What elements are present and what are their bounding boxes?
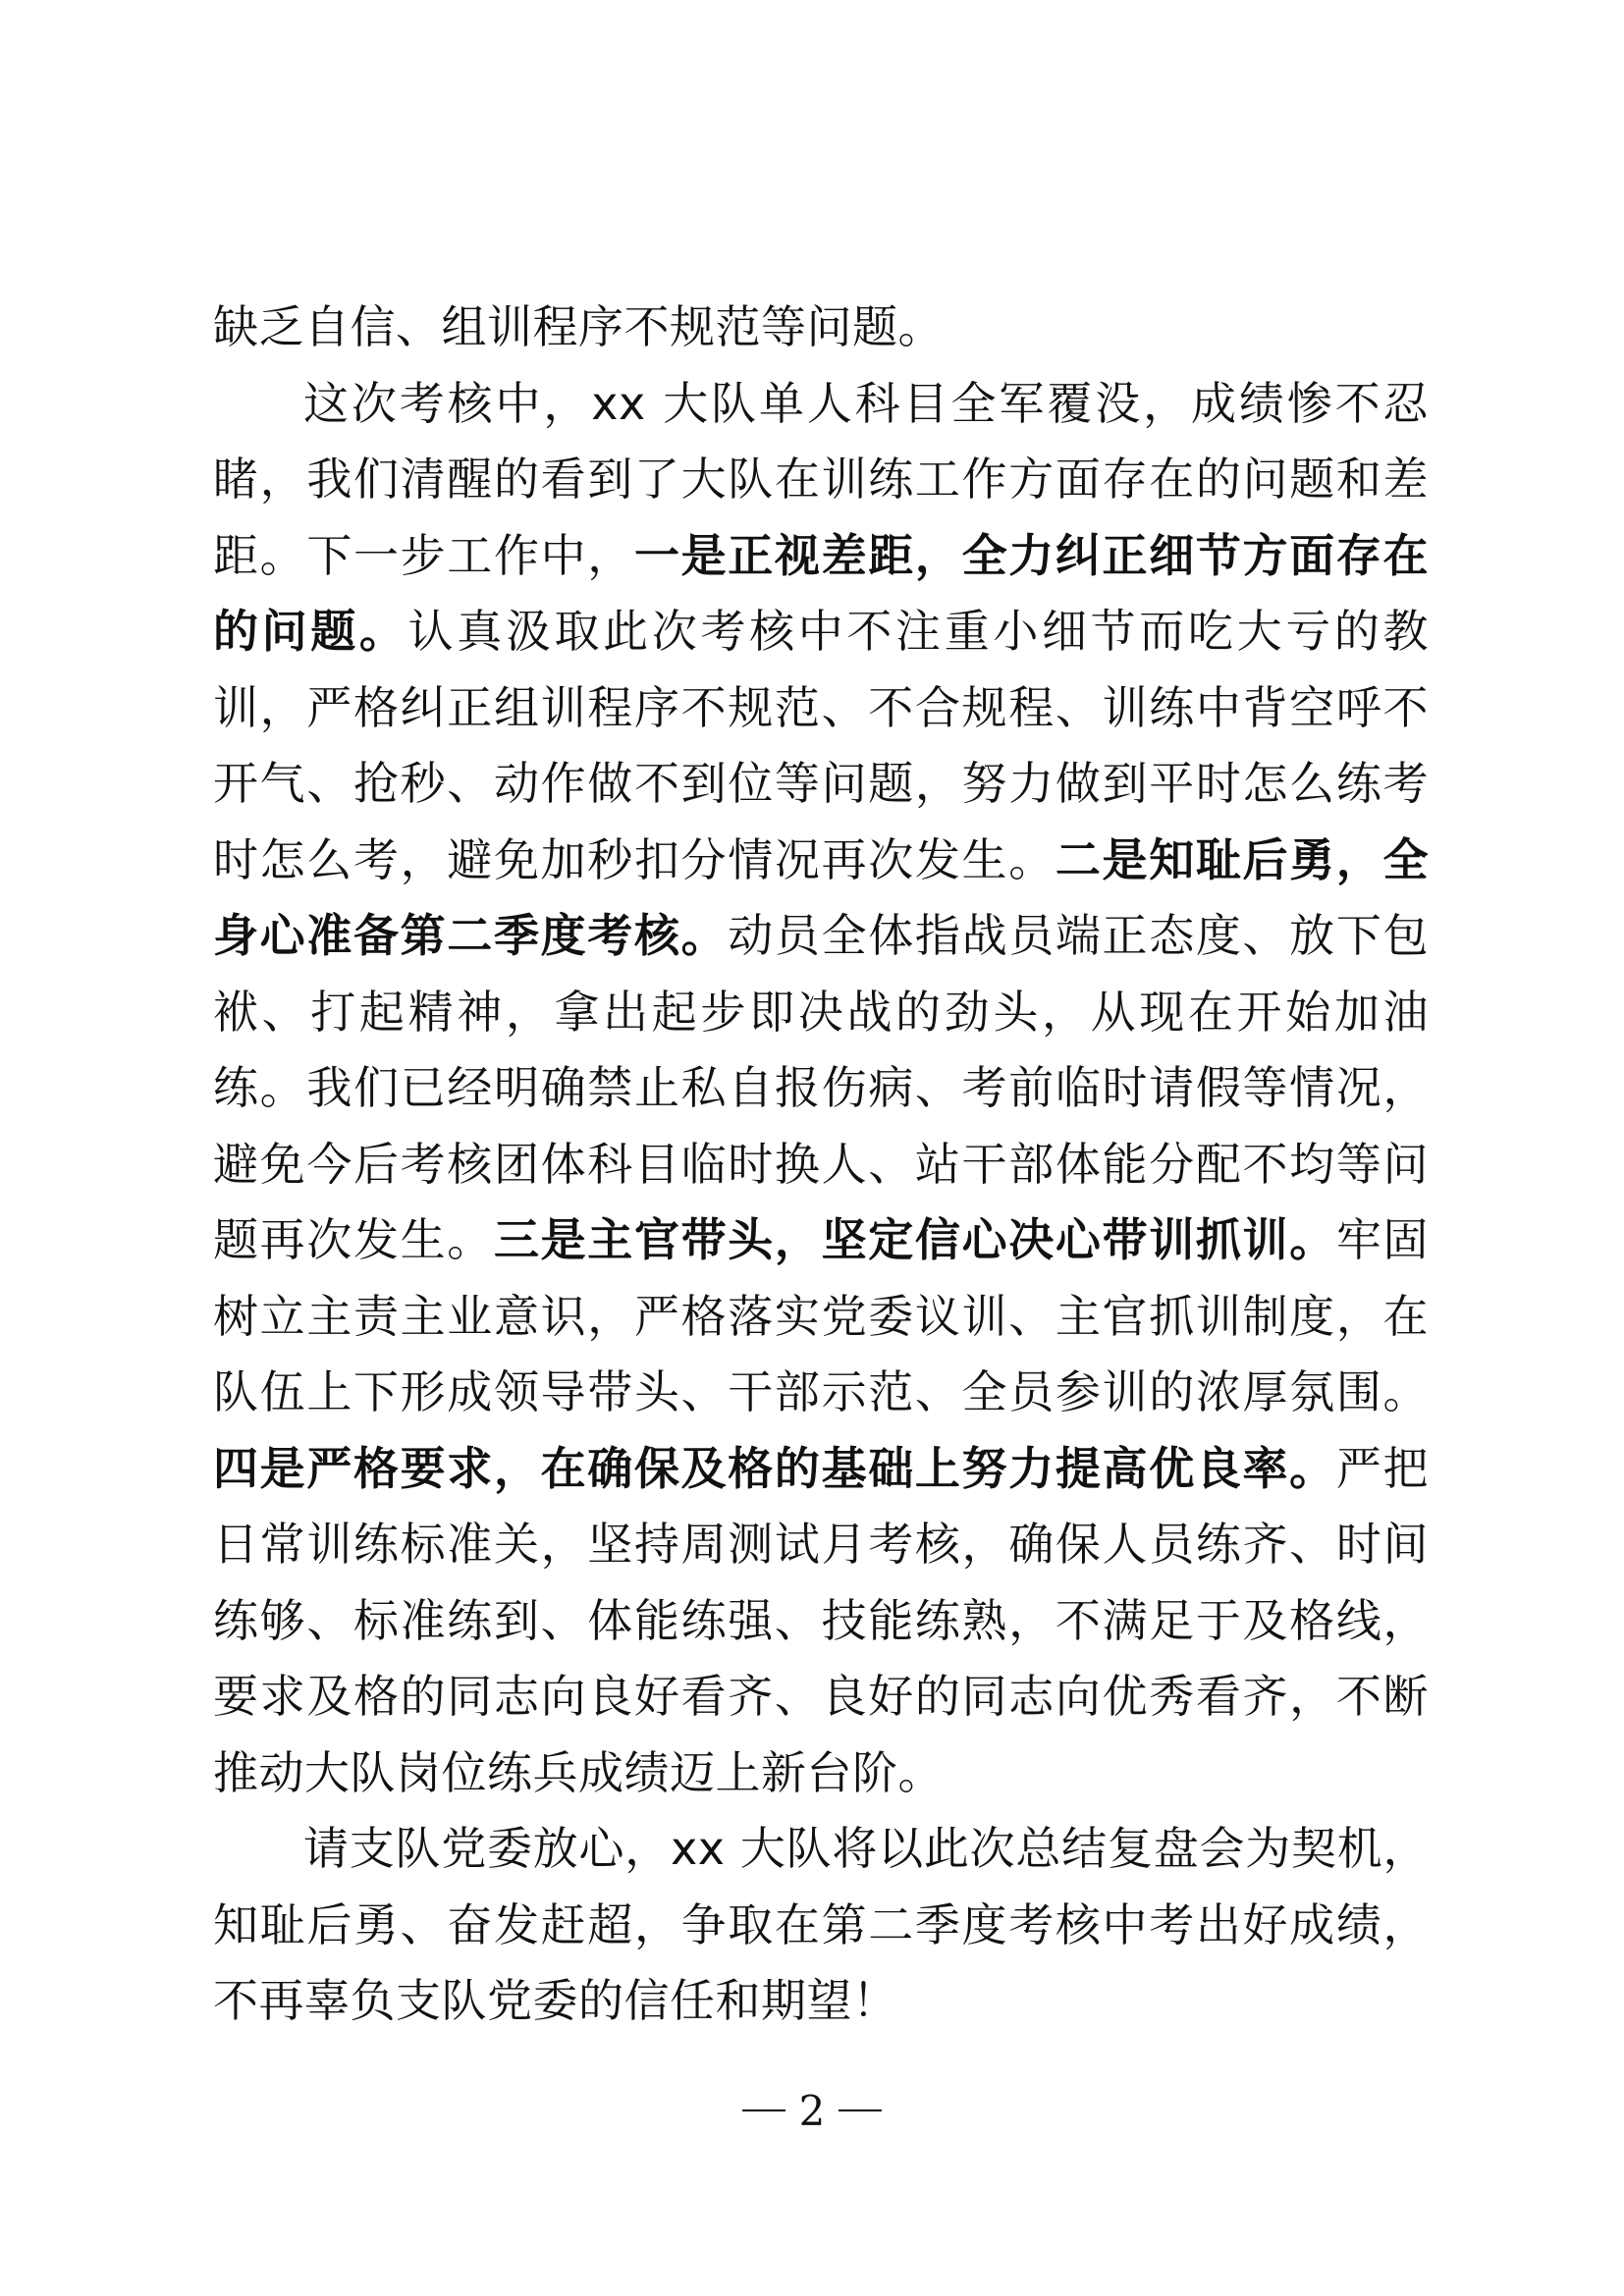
- bold-point-two: 二是知耻后勇，全身心准备第二季度考核。: [213, 832, 1430, 962]
- page-number: [0, 2087, 1624, 2136]
- page-number-dash-left: [742, 2109, 785, 2111]
- text-segment: 牢固树立主责主业意识，严格落实党委议训、主官抓训制度，在队伍上下形成领导带头、干部示范、全员参训的浓厚氛围。: [213, 1213, 1430, 1418]
- text-segment: 这次考核中，xx 大队单人科目全军覆没，成绩惨不忍睹，我们清醒的看到了大队在训练工作方面存在的问题和差距。下一步工作中，: [213, 376, 1429, 582]
- bold-point-three: 三是主官带头，坚定信心决心带训抓训。: [493, 1213, 1336, 1266]
- text-segment: 请支队党委放心，xx 大队将以此次总结复盘会为契机，知耻后勇、奋发赶超，争取在第二季度考核中考出好成绩，不再辜负支队党委的信任和期望！: [213, 1822, 1429, 2027]
- text-segment: 动员全体指战员端正态度、放下包袱、打起精神，拿出起步即决战的劲头，从现在开始加油练。我们已经明确禁止私自报伤病、考前临时请假等情况，避免今后考核团体科目临时换人、站干部体能分配不均等问题再次发生。: [213, 909, 1430, 1266]
- paragraph-continuation: [213, 290, 1429, 366]
- paragraph-assessment-summary: [213, 366, 1429, 1812]
- text-segment: 缺乏自信、组训程序不规范等问题。: [213, 300, 944, 353]
- text-segment: 严把日常训练标准关，坚持周测试月考核，确保人员练齐、时间练够、标准练到、体能练强、技能练熟，不满足于及格线，要求及格的同志向良好看齐、良好的同志向优秀看齐，不断推动大队岗位练兵成绩迈上新台阶。: [213, 1441, 1430, 1799]
- text-segment: 认真汲取此次考核中不注重小细节而吃大亏的教训，严格纠正组训程序不规范、不合规程、训练中背空呼不开气、抢秒、动作做不到位等问题，努力做到平时怎么练考时怎么考，避免加秒扣分情况再次发生。: [213, 605, 1430, 886]
- bold-point-one: 一是正视差距，全力纠正细节方面存在的问题。: [213, 528, 1430, 658]
- page-number-value: 2: [798, 2087, 826, 2135]
- paragraph-closing-pledge: [213, 1811, 1429, 2040]
- document-body: [213, 290, 1429, 2040]
- page-number-dash-right: [839, 2109, 882, 2111]
- bold-point-four: 四是严格要求，在确保及格的基础上努力提高优良率。: [213, 1441, 1336, 1495]
